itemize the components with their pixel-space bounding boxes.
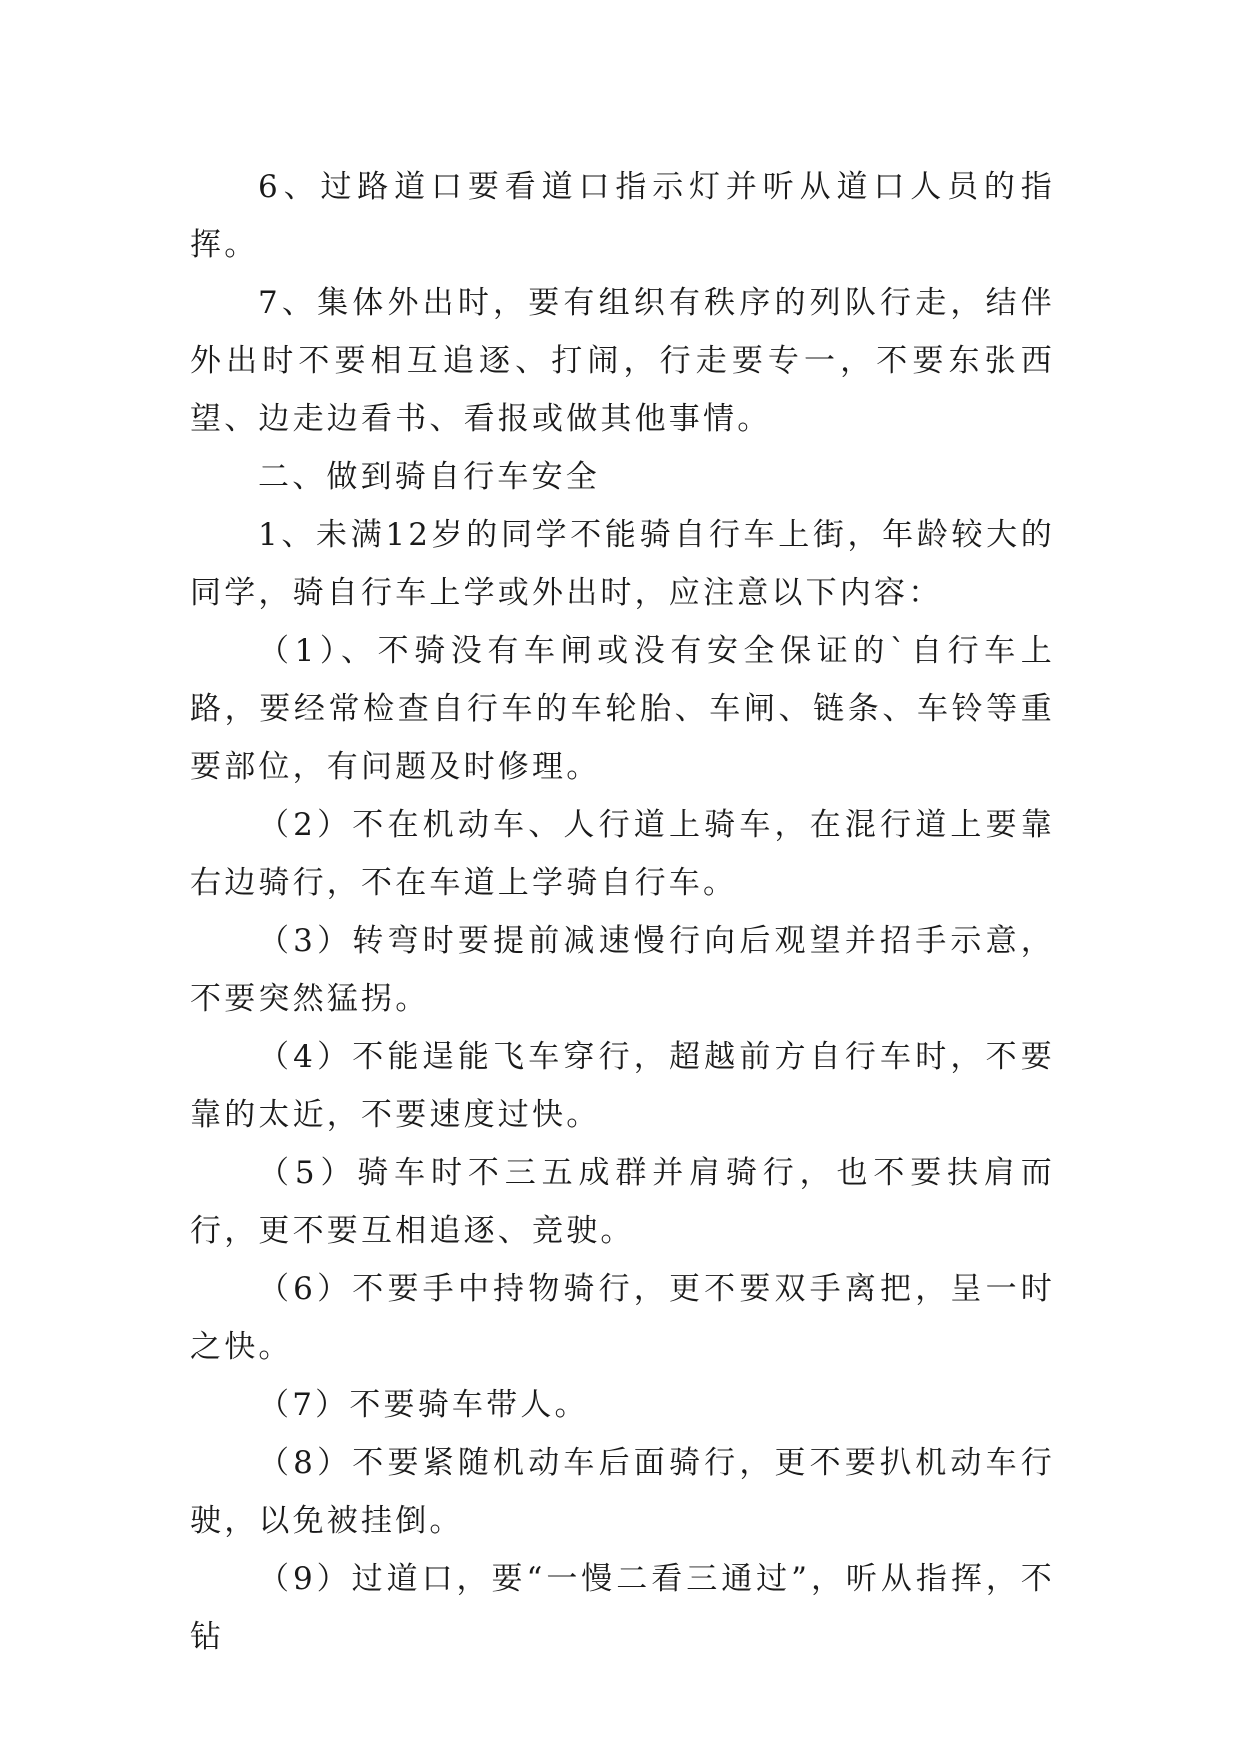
document-page (190, 158, 1055, 1666)
section-heading-bicycle-safety: 二、做到骑自行车安全 (258, 459, 600, 495)
paragraph-rule-3: （3）转弯时要提前减速慢行向后观望并招手示意，不要突然猛拐。 (190, 923, 1055, 1017)
paragraph-rule-8: （8）不要紧随机动车后面骑行，更不要扒机动车行驶，以免被挂倒。 (190, 1445, 1055, 1539)
paragraph-rule-9: （9）过道口，要“一慢二看三通过”，听从指挥，不钻 (190, 1561, 1055, 1655)
paragraph-rule-2: （2）不在机动车、人行道上骑车，在混行道上要靠右边骑行，不在车道上学骑自行车。 (190, 807, 1055, 901)
paragraph-crossing-signal: 6、过路道口要看道口指示灯并听从道口人员的指挥。 (190, 169, 1055, 263)
paragraph-rule-4: （4）不能逞能飞车穿行，超越前方自行车时，不要靠的太近，不要速度过快。 (190, 1039, 1055, 1133)
paragraph-rule-7: （7）不要骑车带人。 (258, 1387, 589, 1423)
paragraph-group-outing: 7、集体外出时，要有组织有秩序的列队行走，结伴外出时不要相互追逐、打闹，行走要专一，不要东张西望、边走边看书、看报或做其他事情。 (190, 285, 1055, 437)
paragraph-rule-5: （5）骑车时不三五成群并肩骑行，也不要扶肩而行，更不要互相追逐、竞驶。 (190, 1155, 1055, 1249)
paragraph-rule-1: （1）、不骑没有车闸或没有安全保证的`自行车上路，要经常检查自行车的车轮胎、车闸、链条、车铃等重要部位，有问题及时修理。 (190, 633, 1055, 785)
paragraph-age-requirement: 1、未满12岁的同学不能骑自行车上街，年龄较大的同学，骑自行车上学或外出时，应注意以下内容： (190, 517, 1055, 611)
paragraph-rule-6: （6）不要手中持物骑行，更不要双手离把，呈一时之快。 (190, 1271, 1055, 1365)
